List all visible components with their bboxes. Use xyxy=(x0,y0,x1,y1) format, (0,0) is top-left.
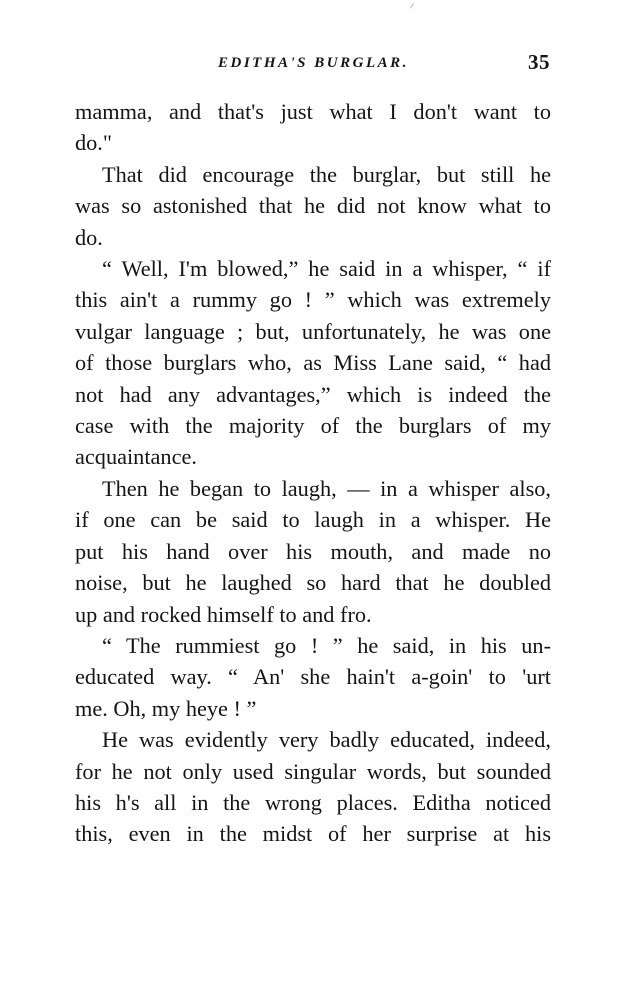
paragraph xyxy=(75,630,551,724)
text-line: noise, but he laughed so hard that he doubled xyxy=(75,570,551,596)
paragraph xyxy=(75,473,551,630)
paragraph xyxy=(75,159,551,253)
text-line: this, even in the midst of her surprise at his xyxy=(75,821,551,847)
paragraph xyxy=(75,724,551,850)
text-line: educated way. “ An' she hain't a-goin' to 'urt xyxy=(75,664,551,690)
text-line: That did encourage the burglar, but still he xyxy=(102,161,551,187)
page-mark xyxy=(410,3,418,11)
text-line: acquaintance. xyxy=(75,444,197,470)
paragraph xyxy=(75,253,551,473)
text-line: up and rocked himself to and fro. xyxy=(75,601,372,627)
text-line: of those burglars who, as Miss Lane said, “ had xyxy=(75,350,551,376)
text-line: vulgar language ; but, unfortunately, he was one xyxy=(75,318,551,344)
page-header xyxy=(75,50,551,82)
text-line: if one can be said to laugh in a whisper. He xyxy=(75,507,551,533)
running-head: EDITHA'S BURGLAR. xyxy=(218,55,409,71)
text-line: do. xyxy=(75,224,103,250)
text-line: case with the majority of the burglars of my xyxy=(75,413,551,439)
text-line: me. Oh, my heye ! ” xyxy=(75,695,257,721)
text-line: “ Well, I'm blowed,” he said in a whisper, “ if xyxy=(102,256,551,282)
text-line: He was evidently very badly educated, indeed, xyxy=(102,727,551,753)
text-line: Then he began to laugh, — in a whisper also, xyxy=(102,475,551,501)
text-line: mamma, and that's just what I don't want to xyxy=(75,99,551,124)
text-line: “ The rummiest go ! ” he said, in his un- xyxy=(102,632,551,658)
text-line: for he not only used singular words, but sounded xyxy=(75,758,551,784)
text-line: was so astonished that he did not know what to xyxy=(75,193,551,219)
paragraph xyxy=(75,96,551,159)
text-line: put his hand over his mouth, and made no xyxy=(75,538,551,564)
text-line: this ain't a rummy go ! ” which was extremely xyxy=(75,287,551,313)
text-line: not had any advantages,” which is indeed the xyxy=(75,381,551,407)
page-number: 35 xyxy=(528,50,550,74)
text-line: do." xyxy=(75,130,112,156)
text-line: his h's all in the wrong places. Editha noticed xyxy=(75,789,551,815)
body-text xyxy=(75,96,551,850)
